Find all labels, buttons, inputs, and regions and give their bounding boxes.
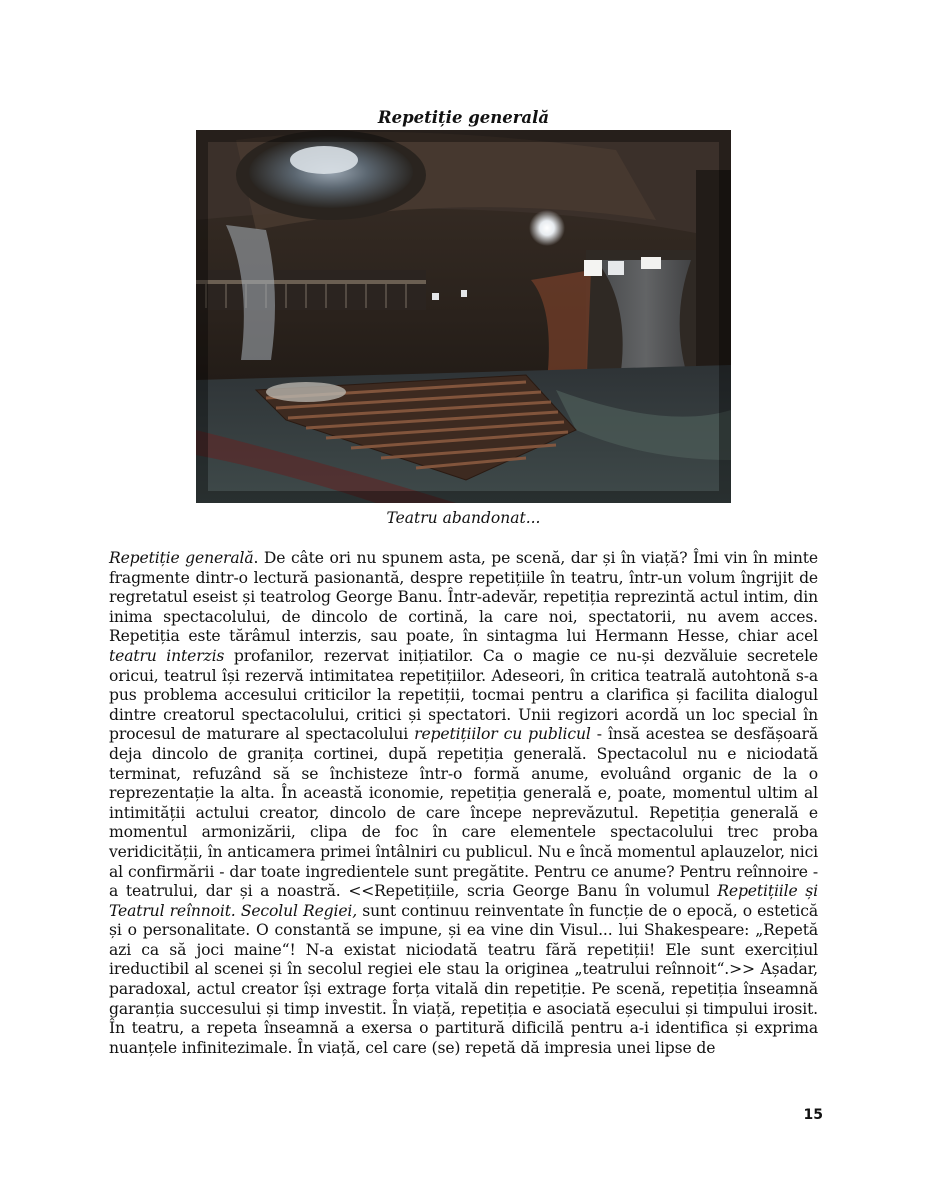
abandoned-theater-photo xyxy=(196,130,731,503)
text-run-italic: teatru interzis xyxy=(109,646,225,665)
text-run: - însă acestea se desfășoară deja dincolo de granița cortinei, după repetiția generală. Spectacolul nu e niciodată terminat, refuzând să se închisteze într-o formă anume, evoluând organic de la o reprezentație la alta. În această iconomie, repetiția generală e, poate, momentul ultim al intimității actului creator, dincolo de care începe neprevăzutul. Repetiția generală e momentul armonizării, clipa de foc în care elementele spectacolului trec proba veridicității, în anticamera primei întâlniri cu publicul. Nu e încă momentul aplauzelor, nici al confirmării - dar toate ingredientele sunt pregătite. Pentru ce anume? Pentru reînnoire - a teatrului, dar și a noastră. <<Repetițiile, scria George Banu în volumul xyxy=(109,725,818,901)
text-run-italic: Repetițiile și Teatrul reînnoit. Secolul Regiei, xyxy=(109,882,818,920)
text-run: profanilor, rezervat inițiatilor. Ca o magie ce nu-și dezvăluie secretele oricui, teatrul își rezervă intimitatea repetițiilor. Adeseori, în critica teatrală autohtonă s-a pus problema accesului criticilor la repetiții, tocmai pentru a clarifica și facilita dialogul dintre creatorul spectacolului, critici și spectatori. Unii regizori acordă un loc special în procesul de maturare al spectacolului xyxy=(109,646,819,744)
body-paragraph xyxy=(109,549,818,1058)
text-run-italic: Repetiție generală xyxy=(109,549,254,567)
article-body xyxy=(109,549,818,1058)
text-run-italic: repetițiilor cu publicul xyxy=(414,725,591,744)
text-run: . De câte ori nu spunem asta, pe scenă, dar și în viață? Îmi vin în minte fragmente dintr-o lectură pasionantă, despre repetițiile în teatru, într-un volum îngrijit de regretatul eseist și teatrolog George Banu. Într-adevăr, repetiția reprezintă actul intim, din inima spectacolului, de dincolo de cortină, la care noi, spectatorii, nu avem acces. Repetiția este tărâmul interzis, sau poate, în sintagma lui Hermann Hesse, chiar acel xyxy=(109,549,818,646)
image-caption: Teatru abandonat... xyxy=(386,509,541,527)
text-run: sunt continuu reinventate în funcție de o epocă, o estetică și o personalitate. O constantă se impune, și ea vine din Visul... lui Shakespeare: „Repetă azi ca să joci maine“! N-a existat niciodată teatru fără repetiții! Ele sunt exercițiul ireductibil al scenei și în secolul regiei ele stau la originea „teatrului reînnoit“.>> Așadar, paradoxal, actul creator își extrage forța vitală din repetiție. Pe scenă, repetiția înseamnă garanția succesului și timp investit. În viață, repetiția e asociată eșecului și timpului irosit. În teatru, a repeta înseamnă a exersa o partitură dificilă pentru a-i identifica și exprima nuanțele infinitezimale. În viață, cel care (se) repetă dă impresia unei lipse de xyxy=(109,901,818,1057)
article-title: Repetiție generală xyxy=(377,108,550,127)
page-number: 15 xyxy=(803,1107,823,1123)
